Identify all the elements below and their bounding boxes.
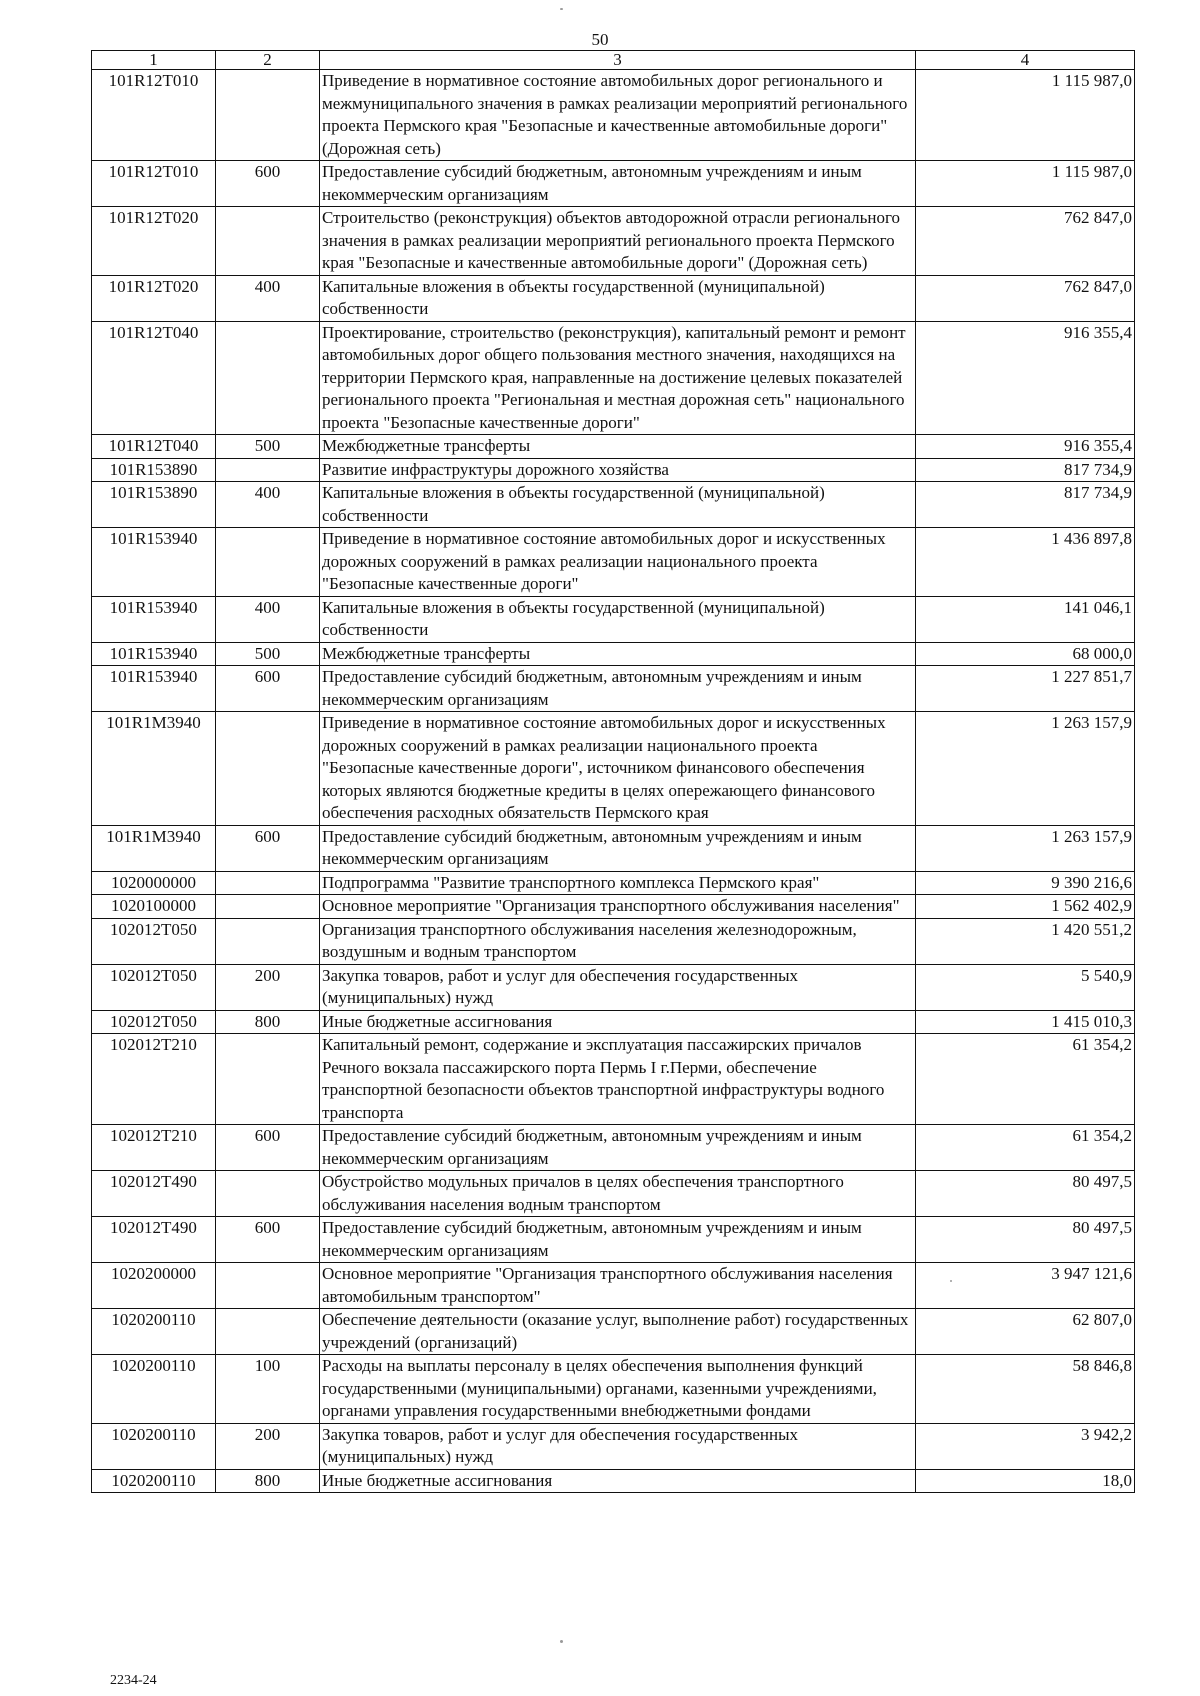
row-expense-type-cell: 600: [216, 666, 320, 712]
row-description-cell: Организация транспортного обслуживания населения железнодорожным, воздушным и водным транспортом: [320, 918, 916, 964]
row-amount-cell: 68 000,0: [916, 642, 1135, 666]
row-code-cell: 101R12T040: [92, 435, 216, 459]
row-expense-type-cell: 600: [216, 1125, 320, 1171]
row-expense-type-cell: [216, 1263, 320, 1309]
row-description-cell: Основное мероприятие "Организация транспортного обслуживания населения": [320, 895, 916, 919]
table-row: [92, 596, 1135, 642]
row-amount-cell: 18,0: [916, 1469, 1135, 1493]
row-description-cell: Приведение в нормативное состояние автомобильных дорог и искусственных дорожных сооружений в рамках реализации национального проекта "Безопасные качественные дороги": [320, 528, 916, 597]
row-description-cell: Обеспечение деятельности (оказание услуг, выполнение работ) государственных учреждений (организаций): [320, 1309, 916, 1355]
row-expense-type-cell: [216, 871, 320, 895]
scan-speck: [560, 1640, 563, 1643]
scan-speck: [950, 1280, 952, 1282]
row-description-cell: Основное мероприятие "Организация транспортного обслуживания населения автомобильным транспортом": [320, 1263, 916, 1309]
table-row: [92, 275, 1135, 321]
row-amount-cell: 9 390 216,6: [916, 871, 1135, 895]
row-expense-type-cell: 400: [216, 596, 320, 642]
row-description-cell: Расходы на выплаты персоналу в целях обеспечения выполнения функций государственными (муниципальными) органами, казенными учреждениями, органами управления государственными внебюджетными фондами: [320, 1355, 916, 1424]
row-description-cell: Предоставление субсидий бюджетным, автономным учреждениям и иным некоммерческим организациям: [320, 161, 916, 207]
row-amount-cell: 141 046,1: [916, 596, 1135, 642]
table-row: [92, 1217, 1135, 1263]
row-code-cell: 1020200110: [92, 1469, 216, 1493]
scan-speck: [560, 8, 563, 10]
row-expense-type-cell: [216, 1034, 320, 1125]
row-amount-cell: 5 540,9: [916, 964, 1135, 1010]
row-description-cell: Капитальные вложения в объекты государственной (муниципальной) собственности: [320, 596, 916, 642]
table-row: [92, 1423, 1135, 1469]
row-expense-type-cell: 500: [216, 642, 320, 666]
row-expense-type-cell: 400: [216, 275, 320, 321]
table-row: [92, 1469, 1135, 1493]
table-row: [92, 1034, 1135, 1125]
row-description-cell: Капитальные вложения в объекты государственной (муниципальной) собственности: [320, 275, 916, 321]
table-row: [92, 321, 1135, 435]
row-expense-type-cell: 500: [216, 435, 320, 459]
row-code-cell: 102012Т210: [92, 1034, 216, 1125]
column-header-4: 4: [916, 51, 1135, 70]
row-description-cell: Межбюджетные трансферты: [320, 642, 916, 666]
row-amount-cell: 817 734,9: [916, 458, 1135, 482]
table-row: [92, 458, 1135, 482]
row-expense-type-cell: [216, 895, 320, 919]
row-expense-type-cell: 200: [216, 1423, 320, 1469]
row-code-cell: 1020000000: [92, 871, 216, 895]
row-amount-cell: 61 354,2: [916, 1125, 1135, 1171]
row-description-cell: Межбюджетные трансферты: [320, 435, 916, 459]
row-expense-type-cell: 800: [216, 1010, 320, 1034]
row-amount-cell: 762 847,0: [916, 207, 1135, 276]
row-description-cell: Подпрограмма "Развитие транспортного комплекса Пермского края": [320, 871, 916, 895]
row-amount-cell: 1 263 157,9: [916, 712, 1135, 826]
row-amount-cell: 916 355,4: [916, 321, 1135, 435]
row-description-cell: Закупка товаров, работ и услуг для обеспечения государственных (муниципальных) нужд: [320, 1423, 916, 1469]
table-row: [92, 207, 1135, 276]
table-row: [92, 1010, 1135, 1034]
row-expense-type-cell: [216, 918, 320, 964]
table-row: [92, 1263, 1135, 1309]
row-code-cell: 102012Т050: [92, 964, 216, 1010]
page-number: 50: [591, 30, 609, 49]
row-description-cell: Приведение в нормативное состояние автомобильных дорог регионального и межмуниципального значения в рамках реализации мероприятий регионального проекта Пермского края "Безопасные и качественные автомобильные дороги" (Дорожная сеть): [320, 70, 916, 161]
row-expense-type-cell: 600: [216, 161, 320, 207]
row-code-cell: 101R12T010: [92, 70, 216, 161]
row-description-cell: Капитальные вложения в объекты государственной (муниципальной) собственности: [320, 482, 916, 528]
row-description-cell: Закупка товаров, работ и услуг для обеспечения государственных (муниципальных) нужд: [320, 964, 916, 1010]
row-description-cell: Капитальный ремонт, содержание и эксплуатация пассажирских причалов Речного вокзала пассажирского порта Пермь I г.Перми, обеспечение транспортной безопасности объектов транспортной инфраструктуры водного транспорта: [320, 1034, 916, 1125]
row-amount-cell: 1 115 987,0: [916, 70, 1135, 161]
row-code-cell: 101R153940: [92, 642, 216, 666]
column-header-3: 3: [320, 51, 916, 70]
table-row: [92, 825, 1135, 871]
column-header-1: 1: [92, 51, 216, 70]
row-expense-type-cell: [216, 712, 320, 826]
table-row: [92, 712, 1135, 826]
row-code-cell: 101R153890: [92, 482, 216, 528]
table-row: [92, 642, 1135, 666]
table-row: [92, 482, 1135, 528]
table-row: [92, 1355, 1135, 1424]
row-expense-type-cell: 400: [216, 482, 320, 528]
row-amount-cell: 61 354,2: [916, 1034, 1135, 1125]
document-code: 2234-24: [110, 1673, 157, 1688]
row-description-cell: Приведение в нормативное состояние автомобильных дорог и искусственных дорожных сооружений в рамках реализации национального проекта "Безопасные качественные дороги", источником финансового обеспечения которых являются бюджетные кредиты в целях опережающего финансового обеспечения расходных обязательств Пермского края: [320, 712, 916, 826]
table-row: [92, 1171, 1135, 1217]
header-row: [92, 51, 1135, 70]
row-amount-cell: 80 497,5: [916, 1217, 1135, 1263]
row-expense-type-cell: [216, 321, 320, 435]
row-code-cell: 101R153940: [92, 666, 216, 712]
table-row: [92, 895, 1135, 919]
row-expense-type-cell: [216, 1171, 320, 1217]
table-row: [92, 1309, 1135, 1355]
row-amount-cell: 3 942,2: [916, 1423, 1135, 1469]
row-amount-cell: 916 355,4: [916, 435, 1135, 459]
row-code-cell: 101R12T020: [92, 275, 216, 321]
row-description-cell: Строительство (реконструкция) объектов автодорожной отрасли регионального значения в рамках реализации мероприятий регионального проекта Пермского края "Безопасные и качественные автомобильные дороги" (Дорожная сеть): [320, 207, 916, 276]
row-description-cell: Иные бюджетные ассигнования: [320, 1010, 916, 1034]
row-code-cell: 101R12T040: [92, 321, 216, 435]
row-description-cell: Обустройство модульных причалов в целях обеспечения транспортного обслуживания населения водным транспортом: [320, 1171, 916, 1217]
row-expense-type-cell: [216, 207, 320, 276]
row-expense-type-cell: 200: [216, 964, 320, 1010]
row-amount-cell: 80 497,5: [916, 1171, 1135, 1217]
row-amount-cell: 1 263 157,9: [916, 825, 1135, 871]
row-code-cell: 101R1M3940: [92, 825, 216, 871]
row-code-cell: 102012Т490: [92, 1171, 216, 1217]
budget-table: [91, 50, 1135, 1493]
row-amount-cell: 817 734,9: [916, 482, 1135, 528]
table-row: [92, 871, 1135, 895]
table-row: [92, 528, 1135, 597]
row-amount-cell: 1 436 897,8: [916, 528, 1135, 597]
row-code-cell: 1020100000: [92, 895, 216, 919]
table-row: [92, 435, 1135, 459]
row-amount-cell: 762 847,0: [916, 275, 1135, 321]
row-description-cell: Проектирование, строительство (реконструкция), капитальный ремонт и ремонт автомобильных дорог общего пользования местного значения, находящихся на территории Пермского края, направленные на достижение целевых показателей регионального проекта "Региональная и местная дорожная сеть" национального проекта "Безопасные качественные дороги": [320, 321, 916, 435]
row-code-cell: 101R153940: [92, 596, 216, 642]
table-row: [92, 918, 1135, 964]
row-code-cell: 102012Т210: [92, 1125, 216, 1171]
row-code-cell: 1020200000: [92, 1263, 216, 1309]
row-description-cell: Иные бюджетные ассигнования: [320, 1469, 916, 1493]
row-code-cell: 1020200110: [92, 1309, 216, 1355]
table-row: [92, 964, 1135, 1010]
row-expense-type-cell: [216, 528, 320, 597]
table-row: [92, 666, 1135, 712]
row-code-cell: 101R1M3940: [92, 712, 216, 826]
table-row: [92, 70, 1135, 161]
column-header-2: 2: [216, 51, 320, 70]
table-row: [92, 161, 1135, 207]
row-expense-type-cell: [216, 70, 320, 161]
row-code-cell: 101R12T020: [92, 207, 216, 276]
row-amount-cell: 1 415 010,3: [916, 1010, 1135, 1034]
row-amount-cell: 58 846,8: [916, 1355, 1135, 1424]
row-code-cell: 102012Т490: [92, 1217, 216, 1263]
row-code-cell: 102012Т050: [92, 1010, 216, 1034]
table-row: [92, 1125, 1135, 1171]
row-code-cell: 101R153890: [92, 458, 216, 482]
row-description-cell: Предоставление субсидий бюджетным, автономным учреждениям и иным некоммерческим организациям: [320, 1125, 916, 1171]
table-header: [92, 51, 1135, 70]
table-body: [92, 70, 1135, 1493]
row-description-cell: Предоставление субсидий бюджетным, автономным учреждениям и иным некоммерческим организациям: [320, 666, 916, 712]
row-amount-cell: 1 227 851,7: [916, 666, 1135, 712]
row-amount-cell: 1 420 551,2: [916, 918, 1135, 964]
row-description-cell: Развитие инфраструктуры дорожного хозяйства: [320, 458, 916, 482]
row-expense-type-cell: 100: [216, 1355, 320, 1424]
row-expense-type-cell: 600: [216, 1217, 320, 1263]
row-expense-type-cell: [216, 1309, 320, 1355]
row-expense-type-cell: 600: [216, 825, 320, 871]
row-code-cell: 102012Т050: [92, 918, 216, 964]
row-description-cell: Предоставление субсидий бюджетным, автономным учреждениям и иным некоммерческим организациям: [320, 825, 916, 871]
row-code-cell: 1020200110: [92, 1423, 216, 1469]
row-description-cell: Предоставление субсидий бюджетным, автономным учреждениям и иным некоммерческим организациям: [320, 1217, 916, 1263]
row-amount-cell: 1 115 987,0: [916, 161, 1135, 207]
row-amount-cell: 1 562 402,9: [916, 895, 1135, 919]
row-amount-cell: 62 807,0: [916, 1309, 1135, 1355]
row-code-cell: 101R153940: [92, 528, 216, 597]
row-code-cell: 101R12T010: [92, 161, 216, 207]
row-expense-type-cell: 800: [216, 1469, 320, 1493]
row-expense-type-cell: [216, 458, 320, 482]
row-code-cell: 1020200110: [92, 1355, 216, 1424]
row-amount-cell: 3 947 121,6: [916, 1263, 1135, 1309]
